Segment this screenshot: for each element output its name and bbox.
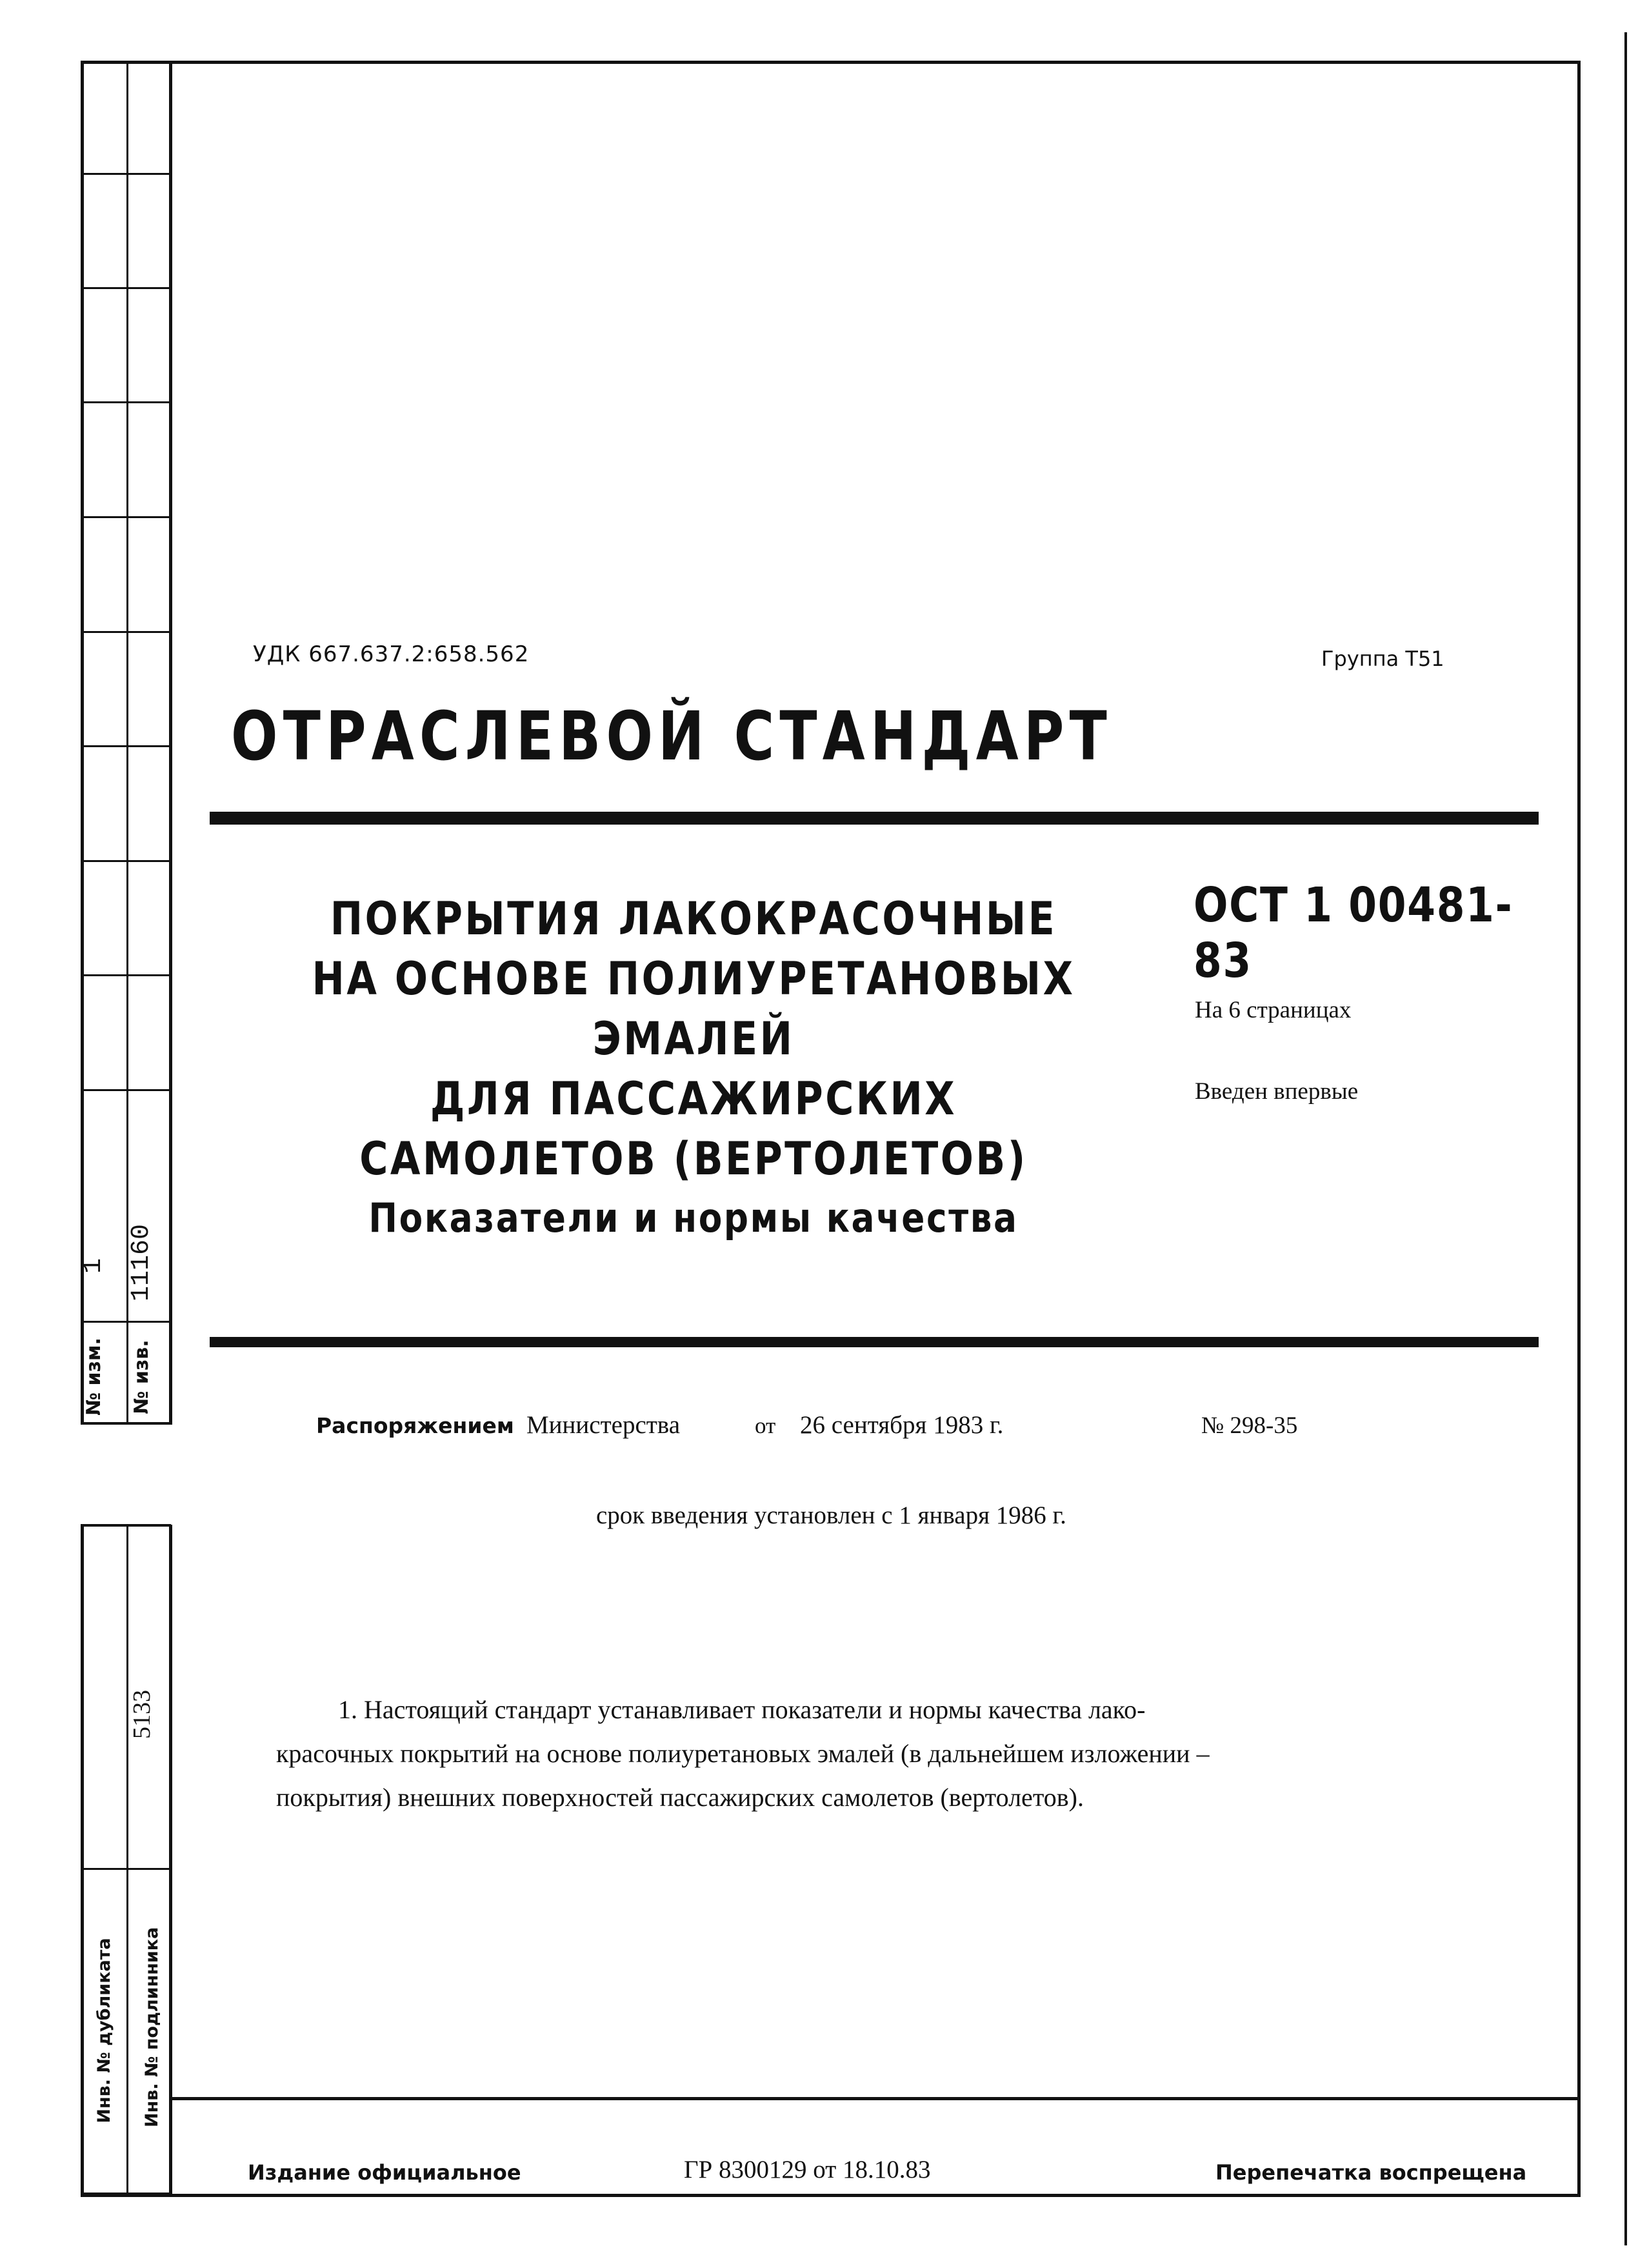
footer-divider (169, 2097, 1581, 2100)
introduced-status: Введен впервые (1195, 1078, 1359, 1105)
footer-official-edition: Издание официальное (248, 2160, 521, 2185)
change-number-value: 1 (79, 1258, 108, 1274)
order-date-prefix: от (755, 1413, 776, 1438)
order-ministry: Министерства (526, 1411, 681, 1439)
margin-cell-line (81, 1089, 171, 1091)
standard-title-line: ДЛЯ ПАССАЖИРСКИХ (430, 1072, 957, 1125)
paragraph-line: красочных покрытий на основе полиуретановых эмалей (в дальнейшем изложении – (276, 1739, 1210, 1768)
effective-date: срок введения установлен с 1 января 1986 г. (596, 1501, 1066, 1529)
standard-title-line: ПОКРЫТИЯ ЛАКОКРАСОЧНЫЕ (330, 892, 1057, 945)
original-inv-number: 5133 (128, 1690, 155, 1739)
margin-column-divider-lower (126, 1526, 128, 2197)
duplicate-inv-label: Инв. № дубликата (94, 1938, 114, 2123)
margin-cell-line (81, 1321, 171, 1323)
page-count: На 6 страницах (1195, 997, 1352, 1023)
frame-bottom (81, 2194, 1581, 2197)
order-date: 26 сентября 1983 г. (800, 1411, 1004, 1439)
change-number-label: № изм. (83, 1338, 105, 1416)
frame-left-outer (81, 61, 84, 2197)
margin-gap (77, 1425, 174, 1525)
margin-cell-line (81, 860, 171, 862)
footer-registration: ГР 8300129 от 18.10.83 (684, 2156, 931, 2183)
standard-subtitle: Показатели и нормы качества (368, 1194, 1019, 1241)
notice-number-label: № изв. (130, 1340, 153, 1414)
group-code: Группа Т51 (1321, 647, 1444, 671)
frame-inner-left (169, 61, 172, 2197)
title-rule-bottom (210, 1337, 1539, 1347)
margin-cell-line (81, 516, 171, 518)
standard-title-line: САМОЛЕТОВ (ВЕРТОЛЕТОВ) (359, 1132, 1028, 1185)
frame-right (1577, 61, 1581, 2197)
footer-reprint-notice: Перепечатка воспрещена (1215, 2160, 1527, 2185)
order-number: № 298-35 (1201, 1412, 1298, 1439)
margin-cell-line (81, 631, 171, 633)
order-label: Распоряжением (316, 1413, 514, 1438)
standard-title (219, 889, 1168, 1247)
margin-cell-line (81, 287, 171, 289)
paragraph-line: покрытия) внешних поверхностей пассажирских самолетов (вертолетов). (276, 1783, 1084, 1812)
margin-cell-line (81, 974, 171, 976)
margin-cell-line (81, 173, 171, 175)
paragraph-line: 1. Настоящий стандарт устанавливает показатели и нормы качества лако- (338, 1695, 1146, 1724)
margin-cell-line (81, 2193, 171, 2194)
notice-number-value: 11160 (127, 1223, 156, 1302)
page-edge (1624, 32, 1627, 2245)
standard-code: ОСТ 1 00481-83 (1194, 878, 1513, 988)
standard-title-line: НА ОСНОВЕ ПОЛИУРЕТАНОВЫХ ЭМАЛЕЙ (312, 952, 1075, 1065)
margin-cell-line (81, 1524, 171, 1527)
margin-cell-line (81, 1868, 171, 1870)
frame-top (81, 61, 1581, 64)
document-type-title: ОТРАСЛЕВОЙ СТАНДАРТ (231, 697, 1112, 776)
original-inv-label: Инв. № подлинника (142, 1927, 162, 2127)
body-paragraph (276, 1688, 1534, 1820)
udk-code: УДК 667.637.2:658.562 (253, 641, 530, 667)
title-rule-top (210, 812, 1539, 825)
margin-cell-line (81, 401, 171, 403)
